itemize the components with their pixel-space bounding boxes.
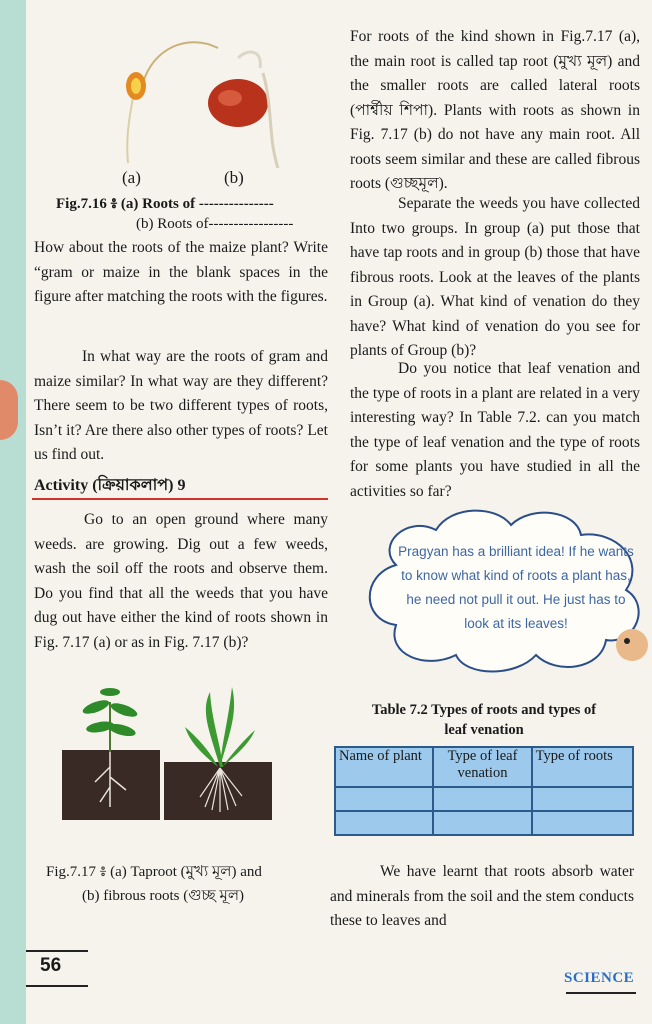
table-cell (335, 811, 433, 835)
page-number: 56 (40, 955, 62, 976)
paragraph-gram-maize: In what way are the roots of gram and maize similar? In what way are they different? There seem to be two different types of roots, Isn’t it? Are there also other types of roots? Let us find out. (34, 348, 328, 463)
paragraph-maize-roots: How about the roots of the maize plant? Write “gram or maize in the blank spaces in the figure after matching the roots with the figures. (34, 239, 328, 305)
roots-venation-table (334, 746, 634, 836)
table-cell (433, 787, 531, 811)
table-header-row (335, 747, 633, 787)
fig-7-16-label-a: (a) (122, 168, 141, 187)
paragraph-separate-weeds: Separate the weeds you have collected Into two groups. In group (a) put those that have tap roots and in group (b) those that have fibrous roots. Look at the leaves of the plants in Group (a). What kind of venation do they have? What kind of venation do you see for plants of Group (b)? (350, 195, 640, 359)
table-cell (433, 811, 531, 835)
fig-7-16-caption-line1: Fig.7.16 ៖ (a) Roots of --------------- (56, 196, 274, 212)
paragraph-tap-fibrous: For roots of the kind shown in Fig.7.17 (a), the main root is called tap root (মুখ্য মূল) and the smaller roots are called lateral roots (পার্শ্বীয় শিপা). Plants with roots as shown in Fig. 7.17 (b) do not have any main root. All roots seem similar and these are called fibrous roots (গুচ্ছমূল). (350, 28, 640, 192)
activity-heading: Activity (ক্রিয়াকলাপ) 9 (34, 477, 186, 494)
fig-7-17-caption-line2: (b) fibrous roots (গুচ্ছ মূল) (82, 888, 244, 904)
footer-right-rule (566, 992, 636, 994)
page-edge-strip (0, 0, 26, 1024)
table-header-cell: Type of leaf venation (433, 747, 531, 787)
fig-7-16-label-b: (b) (224, 168, 244, 187)
activity-heading-rule (32, 498, 328, 500)
paragraph-venation-relation: Do you notice that leaf venation and the type of roots in a plant are related in a very interesting way? In Table 7.2. can you match the type of leaf venation and the type of roots for some plants you have studied in all the activities so far? (350, 360, 640, 500)
table-row (335, 787, 633, 811)
table-title-line2: leaf venation (444, 722, 524, 738)
table-cell (335, 787, 433, 811)
fig-7-17-illustration (60, 672, 300, 822)
fig-7-16-illustration (88, 28, 298, 168)
activity-text: Go to an open ground where many weeds. are growing. Dig out a few weeds, wash the soil off the roots and observe them. Do you find that all the weeds that you have dug out have either the kind of roots shown in Fig. 7.17 (a) or as in Fig. 7.17 (b)? (34, 511, 328, 651)
table-title-line1: Table 7.2 Types of roots and types of (371, 702, 597, 718)
book-title-footer: SCIENCE (564, 970, 635, 986)
table-row (335, 811, 633, 835)
page-edge-tab (0, 380, 18, 440)
footer-bottom-rule (26, 985, 88, 987)
paragraph-roots-absorb: We have learnt that roots absorb water and minerals from the soil and the stem conducts these to leaves and (330, 863, 634, 929)
textbook-page (26, 0, 652, 1024)
table-header-cell: Type of roots (532, 747, 633, 787)
fig-7-16-caption-line2: (b) Roots of----------------- (136, 216, 294, 232)
table-cell (532, 787, 633, 811)
footer-top-rule (26, 950, 88, 952)
table-header-cell: Name of plant (335, 747, 433, 787)
table-cell (532, 811, 633, 835)
cloud-text: Pragyan has a brilliant idea! If he wants to know what kind of roots a plant has, he need not pull it out. He just has to look at its leaves! (398, 544, 634, 631)
fig-7-17-caption-line1: Fig.7.17 ៖ (a) Taproot (মুখ্য মূল) and (46, 864, 262, 880)
